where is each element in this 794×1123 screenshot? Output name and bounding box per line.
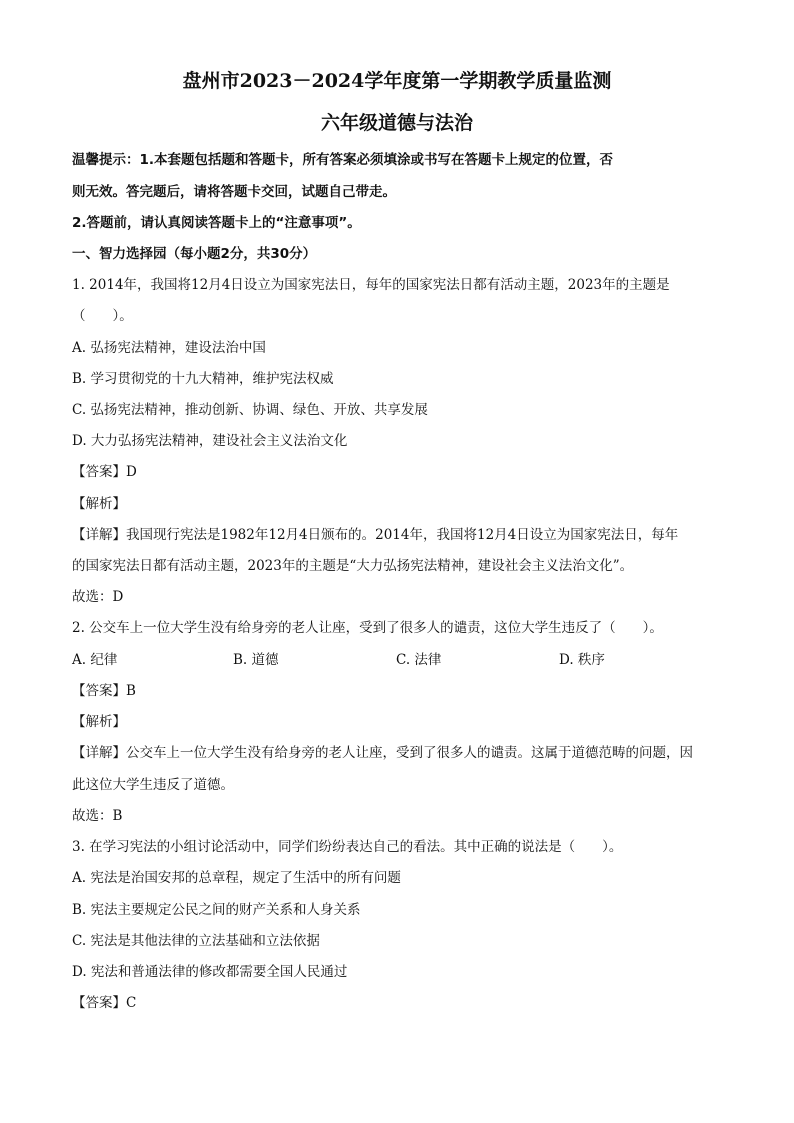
q1-choose [72, 587, 722, 607]
detail-label: 【详解】 [72, 745, 126, 761]
q2-analysis [72, 712, 722, 732]
section-heading: 一、智力选择园（每小题2分，共30分） [72, 246, 317, 262]
q2-detail-line-2: 此这位大学生违反了道德。 [72, 777, 234, 793]
q2-option-a: A. 纪律 [72, 652, 118, 668]
q2-option-b: B. 道德 [233, 652, 279, 668]
q1-option-b: B. 学习贯彻党的十九大精神，维护宪法权威 [72, 371, 334, 387]
q1-answer [72, 462, 722, 482]
q2-option-d: D. 秩序 [559, 652, 605, 668]
q1-stem-line-1: 1. 2014年，我国将12月4日设立为国家宪法日，每年的国家宪法日都有活动主题，2023年的主题是 [72, 277, 670, 293]
choose-label: 故选： [72, 808, 113, 824]
q1-analysis [72, 494, 722, 514]
q1-answer-value: D [126, 464, 137, 480]
analysis-label: 【解析】 [72, 496, 126, 512]
q1-option-a: A. 弘扬宪法精神，建设法治中国 [72, 340, 266, 356]
q1-detail-text-1: 我国现行宪法是1982年12月4日颁布的。2014年，我国将12月4日设立为国家宪法日，每年 [126, 527, 679, 543]
answer-label: 【答案】 [72, 683, 126, 699]
q3-answer [72, 993, 722, 1013]
q2-detail-line-1 [72, 743, 722, 763]
q1-stem-line-2: （ ）。 [72, 308, 133, 324]
q2-stem: 2. 公交车上一位大学生没有给身旁的老人让座，受到了很多人的谴责，这位大学生违反了（ ）。 [72, 620, 663, 636]
q2-choose [72, 806, 722, 826]
q1-option-d: D. 大力弘扬宪法精神，建设社会主义法治文化 [72, 433, 348, 449]
q2-answer [72, 681, 722, 701]
q2-detail-text-1: 公交车上一位大学生没有给身旁的老人让座，受到了很多人的谴责。这属于道德范畴的问题，因 [126, 745, 693, 761]
detail-label: 【详解】 [72, 527, 126, 543]
q3-option-d: D. 宪法和普通法律的修改都需要全国人民通过 [72, 964, 348, 980]
notice-line-2: 则无效。答完题后，请将答题卡交回，试题自己带走。 [72, 184, 396, 200]
q3-option-b: B. 宪法主要规定公民之间的财产关系和人身关系 [72, 902, 361, 918]
page-subtitle: 六年级道德与法治 [320, 112, 473, 134]
q3-answer-value: C [126, 995, 137, 1011]
q3-option-c: C. 宪法是其他法律的立法基础和立法依据 [72, 933, 320, 949]
q3-stem: 3. 在学习宪法的小组讨论活动中，同学们纷纷表达自己的看法。其中正确的说法是（ ）。 [72, 839, 623, 855]
q1-option-c: C. 弘扬宪法精神，推动创新、协调、绿色、开放、共享发展 [72, 402, 428, 418]
answer-label: 【答案】 [72, 995, 126, 1011]
page-title: 盘州市2023－2024学年度第一学期教学质量监测 [182, 70, 612, 92]
q2-answer-value: B [126, 683, 136, 699]
q2-choose-value: B [112, 808, 123, 824]
analysis-label: 【解析】 [72, 714, 126, 730]
q1-detail-line-1 [72, 525, 722, 545]
q1-choose-value: D [112, 589, 124, 605]
notice-line-3: 2.答题前，请认真阅读答题卡上的“注意事项”。 [72, 215, 361, 231]
choose-label: 故选： [72, 589, 113, 605]
answer-label: 【答案】 [72, 464, 126, 480]
q1-detail-line-2: 的国家宪法日都有活动主题，2023年的主题是“大力弘扬宪法精神，建设社会主义法治文化”。 [72, 558, 634, 574]
notice-line-1: 温馨提示：1.本套题包括题和答题卡，所有答案必须填涂或书写在答题卡上规定的位置，否 [72, 152, 614, 168]
q2-option-c: C. 法律 [396, 652, 442, 668]
q3-option-a: A. 宪法是治国安邦的总章程，规定了生活中的所有问题 [72, 870, 401, 886]
